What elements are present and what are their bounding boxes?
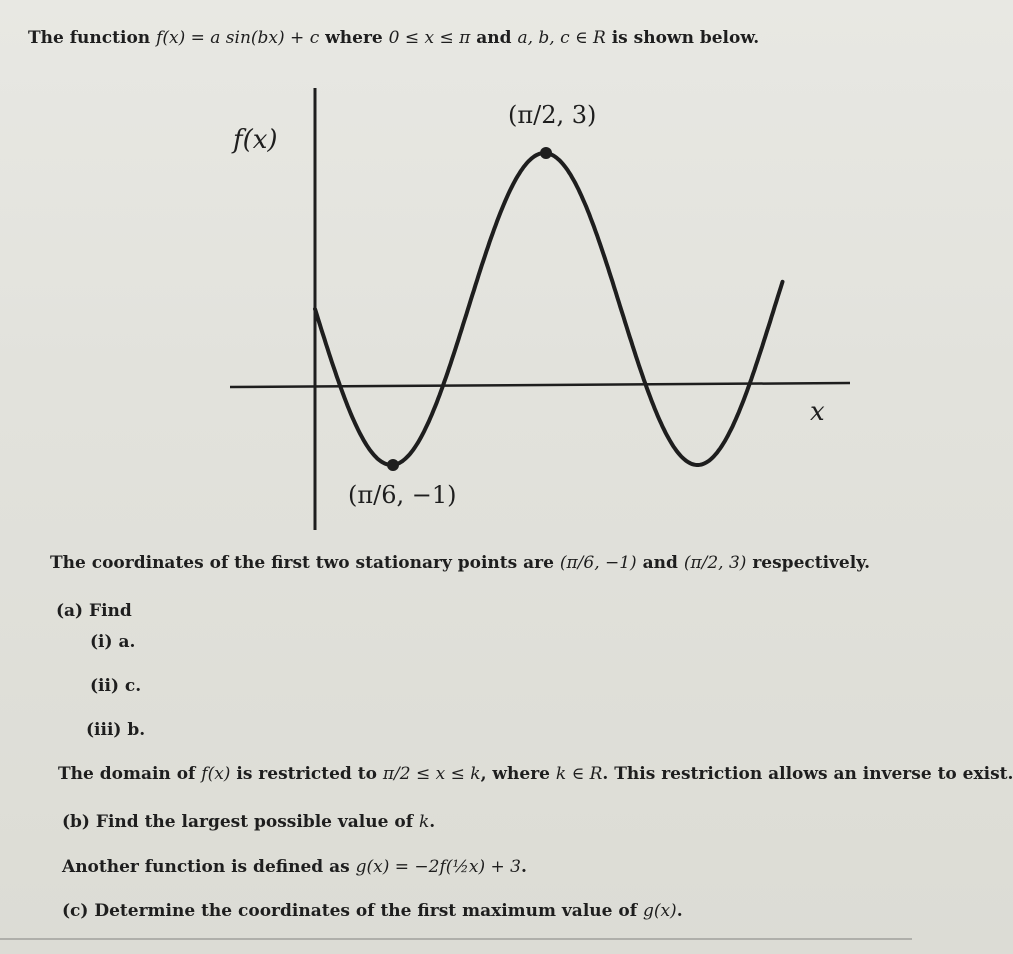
intro-line: The function f(x) = a sin(bx) + c where 0 ≤ x ≤ π and a, b, c ∈ R is shown below. bbox=[28, 28, 760, 48]
part-a-i: (i) a. bbox=[90, 632, 136, 652]
y-axis-label: f(x) bbox=[233, 125, 278, 155]
part-a-iii: (iii) b. bbox=[86, 720, 146, 740]
max-point-label: (π/2, 3) bbox=[508, 101, 597, 129]
g-function-definition: Another function is defined as g(x) = −2f(½x) + 3. bbox=[62, 857, 527, 877]
restricted-interval: π/2 ≤ x ≤ k bbox=[382, 764, 481, 784]
part-a-ii: (ii) c. bbox=[90, 676, 142, 696]
x-axis-label: x bbox=[810, 397, 825, 427]
minimum-point bbox=[387, 459, 399, 471]
min-point-label: (π/6, −1) bbox=[348, 481, 457, 509]
part-b-question: (b) Find the largest possible value of k. bbox=[62, 812, 436, 832]
function-expression: f(x) = a sin(bx) + c bbox=[156, 28, 320, 48]
part-a-heading: (a) Find bbox=[56, 601, 132, 621]
stationary-point-1: (π/6, −1) bbox=[559, 553, 637, 573]
page-edge-rule bbox=[0, 938, 912, 940]
sine-curve bbox=[315, 153, 783, 465]
maximum-point bbox=[540, 147, 552, 159]
stationary-point-2: (π/2, 3) bbox=[683, 553, 747, 573]
domain-restriction-statement: The domain of f(x) is restricted to π/2 ≤ x ≤ k, where k ∈ R. This restriction allows an inverse to exist. bbox=[58, 764, 1013, 784]
part-c-question: (c) Determine the coordinates of the first maximum value of g(x). bbox=[62, 901, 683, 921]
parameter-sets: a, b, c ∈ R bbox=[517, 28, 606, 48]
x-axis bbox=[230, 383, 850, 387]
stationary-points-statement: The coordinates of the first two stationary points are (π/6, −1) and (π/2, 3) respectively. bbox=[50, 553, 871, 573]
domain-expression: 0 ≤ x ≤ π bbox=[388, 28, 471, 48]
g-expression: g(x) = −2f(½x) + 3 bbox=[355, 857, 521, 877]
